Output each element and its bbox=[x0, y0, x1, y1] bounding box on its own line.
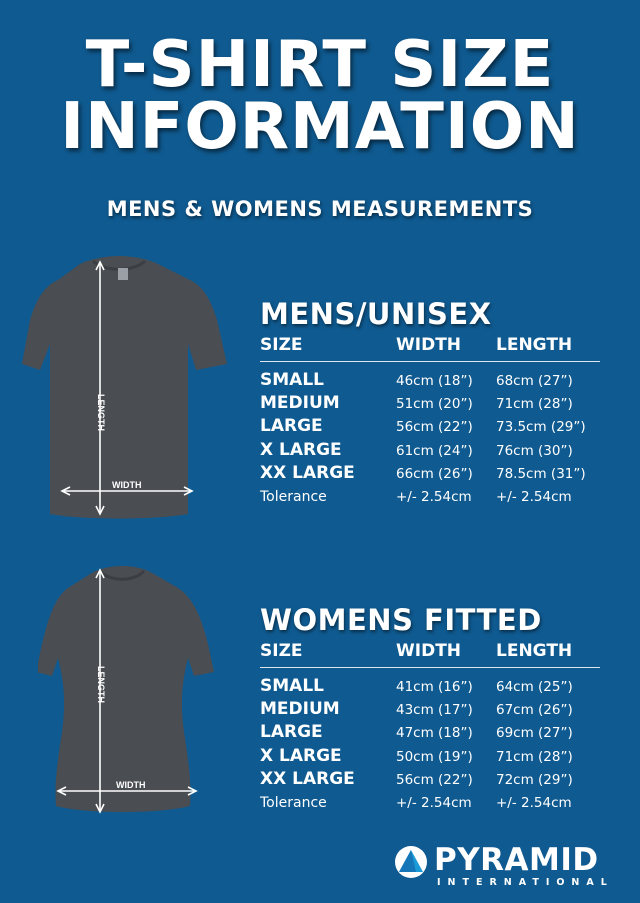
length-column-header: LENGTH bbox=[496, 335, 573, 355]
width-cell: 61cm (24”) bbox=[396, 442, 473, 459]
table-row bbox=[260, 676, 600, 699]
length-cell: 71cm (28”) bbox=[496, 396, 573, 413]
length-cell: 78.5cm (31”) bbox=[496, 465, 586, 482]
width-cell: 51cm (20”) bbox=[396, 396, 473, 413]
table-row bbox=[260, 699, 600, 722]
mens-table-header bbox=[260, 335, 600, 362]
pyramid-logo bbox=[392, 842, 617, 890]
womens-size-table bbox=[260, 603, 600, 815]
length-cell: 68cm (27”) bbox=[496, 373, 573, 389]
width-cell: 46cm (18”) bbox=[396, 373, 473, 389]
length-cell: 71cm (28”) bbox=[496, 748, 573, 765]
width-cell: 56cm (22”) bbox=[396, 419, 473, 436]
width-cell: 47cm (18”) bbox=[396, 725, 473, 742]
width-cell: 56cm (22”) bbox=[396, 771, 473, 788]
width-cell: 66cm (26”) bbox=[396, 465, 473, 482]
page-title-line2: INFORMATION bbox=[60, 90, 580, 164]
size-column-header: SIZE bbox=[260, 641, 303, 661]
width-cell: 50cm (19”) bbox=[396, 748, 473, 765]
size-cell: X LARGE bbox=[260, 745, 342, 766]
womens-shirt-illustration bbox=[38, 562, 228, 822]
size-column-header: SIZE bbox=[260, 335, 303, 355]
table-row bbox=[260, 769, 600, 792]
size-cell: XX LARGE bbox=[260, 462, 355, 483]
table-row bbox=[260, 393, 600, 416]
womens-table-header bbox=[260, 641, 600, 668]
mens-shirt-illustration bbox=[18, 252, 233, 527]
size-cell: SMALL bbox=[260, 676, 324, 696]
table-row bbox=[260, 722, 600, 745]
tolerance-label: Tolerance bbox=[260, 794, 327, 811]
length-cell: 67cm (26”) bbox=[496, 702, 573, 719]
brand-tagline: INTERNATIONAL bbox=[437, 877, 614, 888]
width-cell: +/- 2.54cm bbox=[396, 488, 472, 505]
width-cell: 41cm (16”) bbox=[396, 679, 473, 695]
page-subtitle: MENS & WOMENS MEASUREMENTS bbox=[106, 197, 534, 221]
width-cell: 43cm (17”) bbox=[396, 702, 473, 719]
table-row bbox=[260, 370, 600, 393]
width-cell: +/- 2.54cm bbox=[396, 794, 472, 811]
size-cell: X LARGE bbox=[260, 439, 342, 460]
length-column-header: LENGTH bbox=[496, 641, 573, 661]
table-row bbox=[260, 416, 600, 439]
table-row bbox=[260, 463, 600, 486]
length-cell: 69cm (27”) bbox=[496, 725, 573, 742]
table-row bbox=[260, 440, 600, 463]
length-cell: 73.5cm (29”) bbox=[496, 419, 586, 436]
size-cell: MEDIUM bbox=[260, 393, 340, 414]
womens-width-label: WIDTH bbox=[116, 780, 146, 790]
length-cell: 64cm (25”) bbox=[496, 679, 573, 695]
length-cell: +/- 2.54cm bbox=[496, 488, 572, 505]
tolerance-row bbox=[260, 792, 600, 815]
page-title-line1: T-SHIRT SIZE bbox=[85, 28, 555, 102]
width-column-header: WIDTH bbox=[396, 335, 462, 355]
size-cell: SMALL bbox=[260, 370, 324, 390]
size-cell: XX LARGE bbox=[260, 768, 355, 789]
size-cell: LARGE bbox=[260, 416, 323, 437]
mens-size-table bbox=[260, 297, 600, 509]
pyramid-logo-icon bbox=[392, 845, 430, 879]
tolerance-label: Tolerance bbox=[260, 488, 327, 505]
length-cell: 76cm (30”) bbox=[496, 442, 573, 459]
tolerance-row bbox=[260, 486, 600, 509]
table-row bbox=[260, 746, 600, 769]
mens-length-label: LENGTH bbox=[96, 394, 106, 431]
mens-tshirt-icon bbox=[18, 252, 233, 527]
length-cell: 72cm (29”) bbox=[496, 771, 573, 788]
womens-tshirt-icon bbox=[38, 562, 228, 822]
length-cell: +/- 2.54cm bbox=[496, 794, 572, 811]
mens-section-title: MENS/UNISEX bbox=[260, 297, 492, 331]
womens-length-label: LENGTH bbox=[96, 666, 106, 703]
width-column-header: WIDTH bbox=[396, 641, 462, 661]
brand-name: PYRAMID bbox=[434, 842, 599, 878]
womens-section-title: WOMENS FITTED bbox=[260, 603, 542, 637]
mens-width-label: WIDTH bbox=[112, 480, 142, 490]
size-cell: MEDIUM bbox=[260, 699, 340, 720]
size-cell: LARGE bbox=[260, 722, 323, 743]
